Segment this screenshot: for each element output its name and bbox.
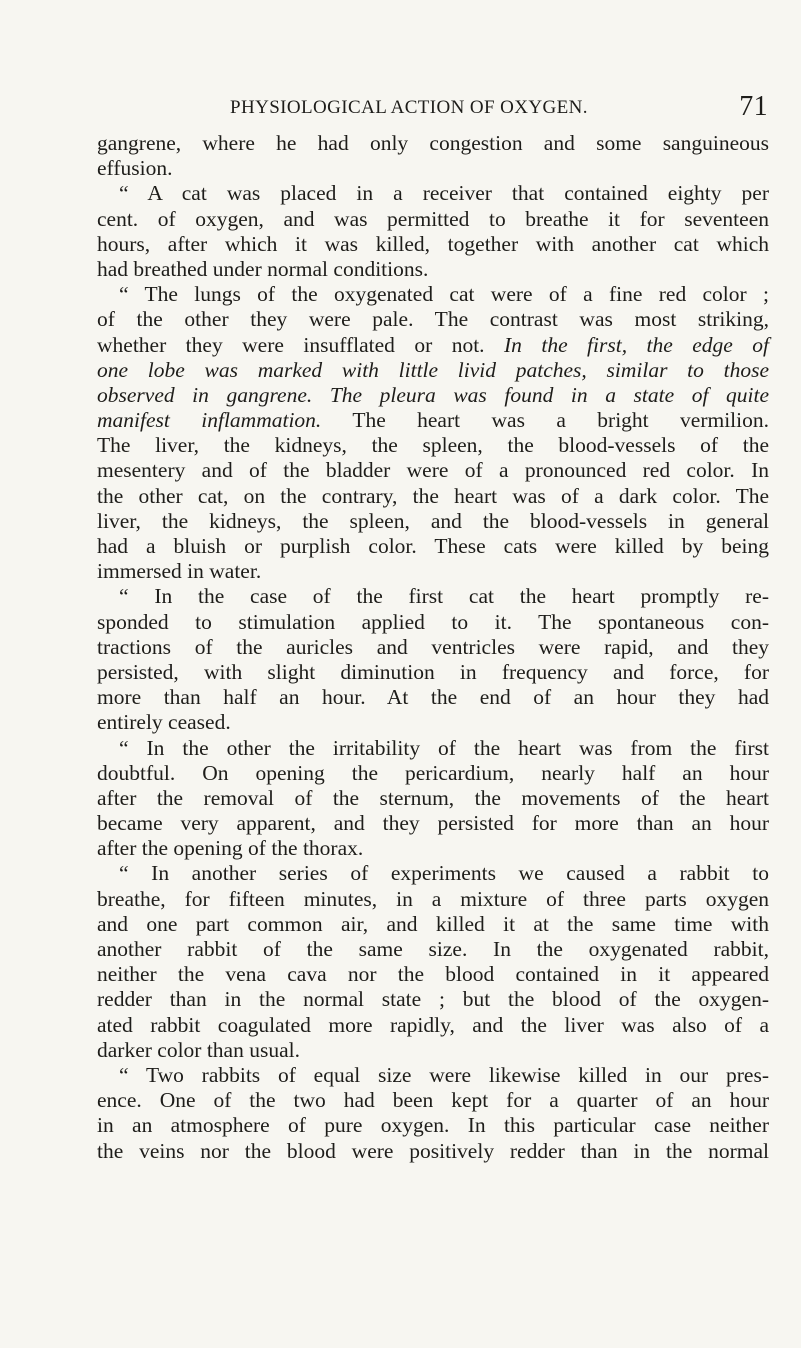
text-line: persisted, with slight diminution in frequency and force, for <box>97 659 769 684</box>
text-line: “ Two rabbits of equal size were likewise killed in our pres- <box>119 1062 769 1087</box>
text-line: doubtful. On opening the pericardium, nearly half an hour <box>97 760 769 785</box>
running-title: PHYSIOLOGICAL ACTION OF OXYGEN. <box>230 97 588 118</box>
text-line: immersed in water. <box>97 559 262 584</box>
text-line: “ A cat was placed in a receiver that contained eighty per <box>119 181 769 206</box>
text-line: after the opening of the thorax. <box>97 836 364 861</box>
text-line: breathe, for fifteen minutes, in a mixture of three parts oxygen <box>97 886 769 911</box>
text-line: more than half an hour. At the end of an hour they had <box>97 685 769 710</box>
text-line: and one part common air, and killed it at the same time with <box>97 911 769 936</box>
text-line: gangrene, where he had only congestion and some sanguineous <box>97 131 769 155</box>
text-line: had breathed under normal conditions. <box>97 256 429 281</box>
running-head <box>230 91 770 121</box>
text-line: effusion. <box>97 156 173 181</box>
text-line <box>97 383 769 408</box>
italic-text: manifest inflammation. <box>97 408 322 433</box>
text-line: after the removal of the sternum, the movements of the heart <box>97 785 769 810</box>
text-line <box>97 358 769 383</box>
text-line: tractions of the auricles and ventricles were rapid, and they <box>97 634 769 659</box>
text-line <box>97 333 769 358</box>
text-line: cent. of oxygen, and was permitted to breathe it for seventeen <box>97 206 769 231</box>
text-line: mesentery and of the bladder were of a pronounced red color. In <box>97 458 769 483</box>
text-run: The heart was a bright vermilion. <box>321 408 770 433</box>
page-number: 71 <box>739 91 768 122</box>
italic-text: one lobe was marked with little livid patches, similar to those <box>97 357 769 382</box>
text-line: “ In another series of experiments we caused a rabbit to <box>119 861 769 886</box>
text-line: the veins nor the blood were positively redder than in the normal <box>97 1138 769 1163</box>
text-line: darker color than usual. <box>97 1037 300 1062</box>
text-line: sponded to stimulation applied to it. The spontaneous con- <box>97 609 769 634</box>
text-line: liver, the kidneys, the spleen, and the blood-vessels in general <box>97 508 769 533</box>
text-line: in an atmosphere of pure oxygen. In this particular case neither <box>97 1113 769 1138</box>
text-line: ated rabbit coagulated more rapidly, and the liver was also of a <box>97 1012 769 1037</box>
text-line: ence. One of the two had been kept for a quarter of an hour <box>97 1088 769 1113</box>
text-line: another rabbit of the same size. In the oxygenated rabbit, <box>97 937 769 961</box>
text-line: “ The lungs of the oxygenated cat were of a fine red color ; <box>119 282 769 307</box>
text-line: hours, after which it was killed, together with another cat which <box>97 231 769 256</box>
italic-text: In the first, the edge of <box>504 332 769 357</box>
text-line: became very apparent, and they persisted for more than an hour <box>97 811 769 836</box>
text-line: “ In the other the irritability of the heart was from the first <box>119 735 769 760</box>
text-line: The liver, the kidneys, the spleen, the blood-vessels of the <box>97 433 769 458</box>
italic-text: observed in gangrene. The pleura was found in a state of quite <box>97 382 769 407</box>
text-line: redder than in the normal state ; but the blood of the oxygen- <box>97 987 769 1012</box>
text-line: neither the vena cava nor the blood contained in it appeared <box>97 962 769 987</box>
text-run: whether they were insufflated or not. <box>97 332 504 357</box>
text-line: of the other they were pale. The contrast was most striking, <box>97 307 769 332</box>
text-line: had a bluish or purplish color. These cats were killed by being <box>97 534 769 558</box>
text-line: the other cat, on the contrary, the heart was of a dark color. The <box>97 483 769 508</box>
text-line <box>97 408 769 433</box>
body-text <box>97 131 769 1164</box>
text-line: entirely ceased. <box>97 710 231 735</box>
text-line: “ In the case of the first cat the heart promptly re- <box>119 584 769 609</box>
